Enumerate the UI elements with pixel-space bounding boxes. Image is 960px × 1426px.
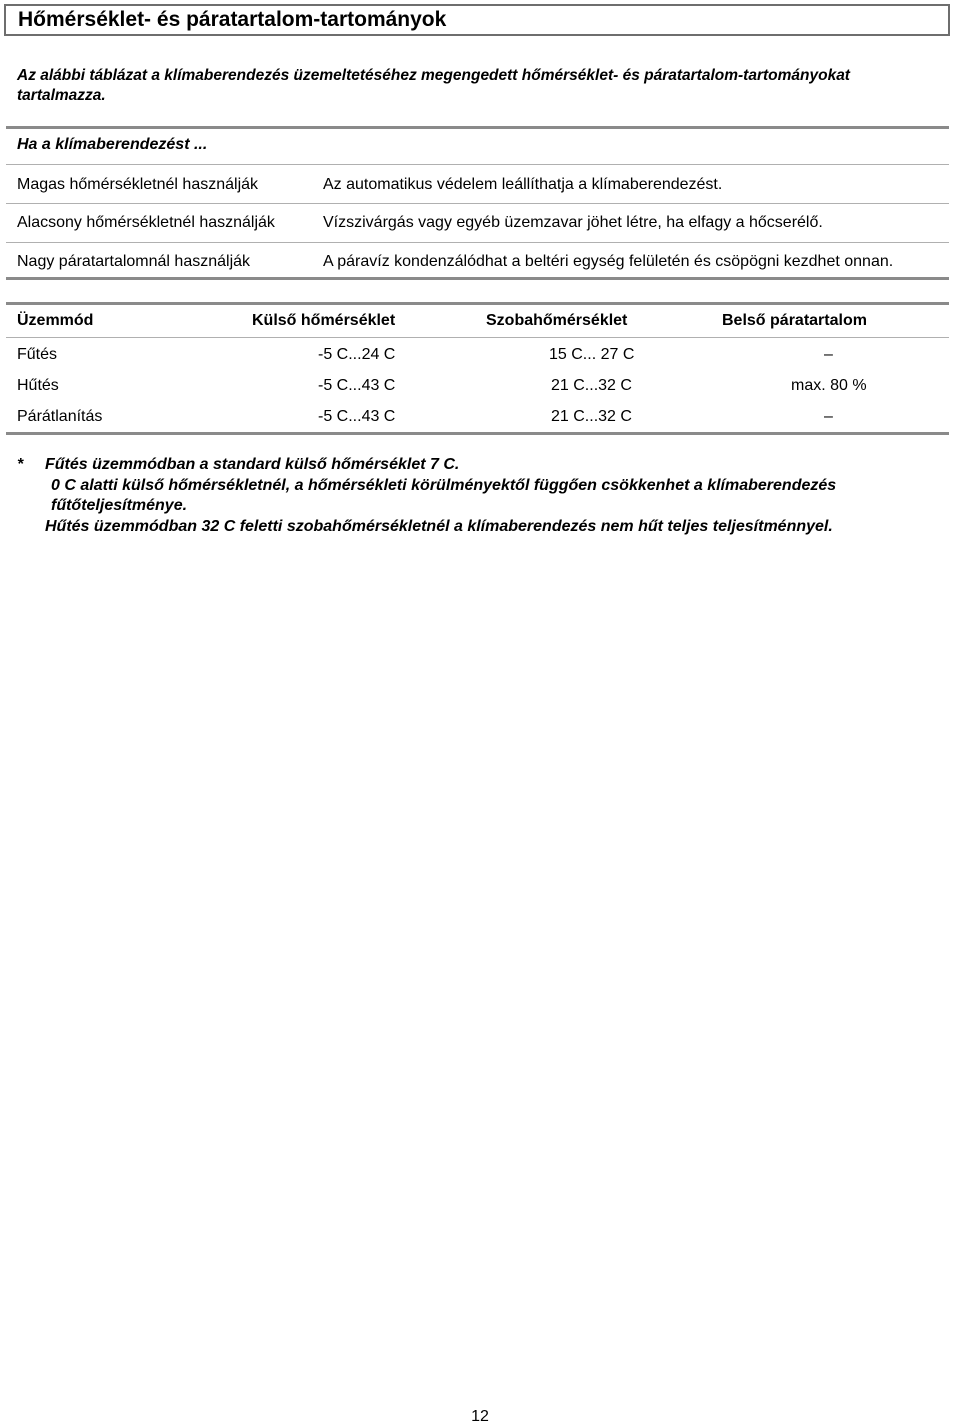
footnote-line: Fűtés üzemmódban a standard külső hőmérséklet 7 C. — [45, 456, 460, 473]
divider — [6, 302, 949, 305]
conditions-heading: Ha a klímaberendezést ... — [17, 136, 208, 153]
outdoor-cell: -5 C...43 C — [318, 377, 396, 394]
page-number: 12 — [471, 1408, 489, 1425]
condition-label: Magas hőmérsékletnél használják — [17, 176, 259, 193]
mode-cell: Fűtés — [17, 346, 58, 363]
room-cell: 21 C...32 C — [551, 408, 632, 425]
room-cell: 15 C... 27 C — [549, 346, 635, 363]
divider — [6, 164, 949, 165]
condition-effect: Az automatikus védelem leállíthatja a klímaberendezést. — [323, 176, 723, 193]
footnote-marker: * — [17, 456, 24, 473]
humidity-cell: max. 80 % — [791, 377, 867, 394]
divider — [6, 126, 949, 129]
condition-effect: A páravíz kondenzálódhat a beltéri egység felületén és csöpögni kezdhet onnan. — [323, 253, 894, 270]
intro-text: Az alábbi táblázat a klímaberendezés üzemeltetéséhez megengedett hőmérséklet- és páratartalom-tartományokat tartalmazza. — [17, 67, 850, 104]
mode-cell: Párátlanítás — [17, 408, 103, 425]
outdoor-cell: -5 C...43 C — [318, 408, 396, 425]
header-mode: Üzemmód — [17, 312, 94, 329]
divider — [6, 432, 949, 435]
divider — [6, 242, 949, 243]
humidity-cell: – — [824, 346, 833, 363]
header-room-temp: Szobahőmérséklet — [486, 312, 628, 329]
condition-effect: Vízszivárgás vagy egyéb üzemzavar jöhet létre, ha elfagy a hőcserélő. — [323, 214, 823, 231]
header-indoor-humidity: Belső páratartalom — [722, 312, 867, 329]
footnote-line: Hűtés üzemmódban 32 C feletti szobahőmérsékletnél a klímaberendezés nem hűt teljes teljesítménnyel. — [45, 517, 833, 535]
section-title: Hőmérséklet- és páratartalom-tartományok — [4, 4, 950, 36]
mode-cell: Hűtés — [17, 377, 59, 394]
condition-label: Nagy páratartalomnál használják — [17, 253, 251, 270]
divider — [6, 277, 949, 280]
humidity-cell: – — [824, 408, 833, 425]
footnotes — [17, 455, 937, 537]
header-outdoor-temp: Külső hőmérséklet — [252, 312, 396, 329]
divider — [6, 337, 949, 338]
footnote-line: 0 C alatti külső hőmérsékletnél, a hőmérsékleti körülményektől függően csökkenhet a klímaberendezés fűtőteljesítménye. — [51, 476, 837, 514]
outdoor-cell: -5 C...24 C — [318, 346, 396, 363]
divider — [6, 203, 949, 204]
condition-label: Alacsony hőmérsékletnél használják — [17, 214, 275, 231]
room-cell: 21 C...32 C — [551, 377, 632, 394]
